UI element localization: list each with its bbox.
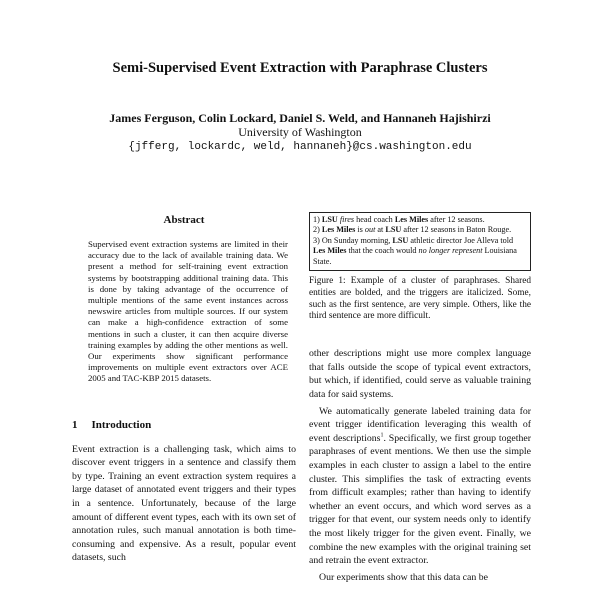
right-column <box>309 212 531 584</box>
paper-title: Semi-Supervised Event Extraction with Paraphrase Clusters <box>112 60 488 76</box>
figure-1-box <box>309 212 531 271</box>
affiliation: University of Washington <box>238 125 362 139</box>
abstract-heading: Abstract <box>163 214 205 226</box>
footnote-marker[interactable]: 1 <box>380 432 384 439</box>
example-sentence-1: 1) LSU fires head coach Les Miles after 12 seasons. <box>313 215 485 224</box>
example-sentence-3: 3) On Sunday morning, LSU athletic director Joe Alleva told Les Miles that the coach would no longer represent Louisiana State. <box>313 235 517 266</box>
left-column <box>72 214 296 565</box>
right-column-body <box>309 347 531 584</box>
paragraph: other descriptions might use more complex language that falls outside the scope of typical event extractors, but which, if identified, could serve as valuable training data for said systems. <box>309 348 531 400</box>
author-list: James Ferguson, Colin Lockard, Daniel S. Weld, and Hannaneh Hajishirzi <box>109 111 491 125</box>
abstract-text: Supervised event extraction systems are limited in their accuracy due to the lack of available training data. We present a method for self-training event extraction systems by bootstrapping additional training data. This is done by taking advantage of the occurrence of multiple mentions of the same event instances across newswire articles from multiple sources. If our system can make a high-confidence extraction of some mentions in such a cluster, it can then acquire diverse training examples by adding the other mentions as well. Our experiments show significant performance improvements on multiple event extractors over ACE 2005 and TAC-KBP 2015 datasets. <box>88 239 288 384</box>
introduction-text: Event extraction is a challenging task, which aims to discover event triggers in a sentence and classify them by type. Training an event extraction system requires a large dataset of annotated event triggers and their types in a sentence. Unfortunately, because of the large amount of different event types, each with its own set of annotation rules, such manual annotation is both time-consuming and expensive. As a result, popular event datasets, such <box>72 443 296 564</box>
paragraph: Our experiments show that this data can be <box>319 571 488 583</box>
section-heading-introduction <box>72 419 296 431</box>
section-title: Introduction <box>91 418 152 431</box>
paragraph: We automatically generate labeled training data for event trigger identification leveraging this wealth of event descriptions$^1$. Specifically, we first group together paraphrases of event mentions. We then use the simple examples in each cluster to assign a label to the entire cluster. This simplifies the task of extracting events from difficult examples; rather than having to identify whether an event occurs, and which word serves as a trigger for that event, our system needs only to identify the most likely trigger for the given event. Finally, we combine the new examples with the original training set and retrain the event extractor. <box>309 405 531 567</box>
example-sentence-2: 2) Les Miles is out at LSU after 12 seasons in Baton Rouge. <box>313 225 512 235</box>
author-emails: {jfferg, lockardc, weld, hannaneh}@cs.washington.edu <box>128 141 472 153</box>
section-number: 1 <box>72 418 78 431</box>
figure-1-caption: Figure 1: Example of a cluster of paraphrases. Shared entities are bolded, and the triggers are italicized. Some, such as the first sentence, are very simple. Others, like the third sentence are more difficult. <box>309 276 531 322</box>
